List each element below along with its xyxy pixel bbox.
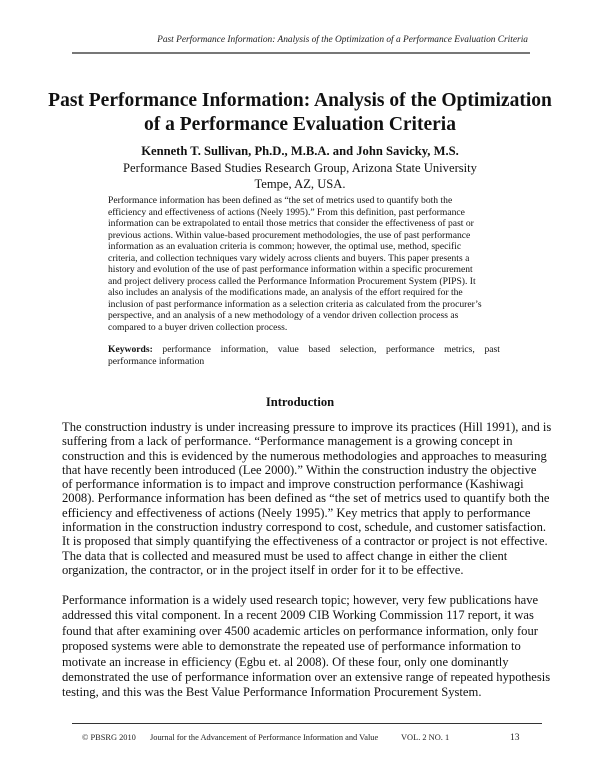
abstract (108, 195, 500, 333)
abstract-line: history and evolution of the use of past performance information within a specific procurement (108, 264, 473, 275)
body-line: 2008). Performance information has been defined as “the set of metrics used to quantify both the (62, 491, 550, 506)
page-title-line-2: of a Performance Evaluation Criteria (144, 114, 456, 135)
paragraph-1 (62, 420, 552, 577)
body-line: The construction industry is under increasing pressure to improve its practices (Hill 1991), and is (62, 420, 552, 434)
body-line: It is proposed that simply quantifying the effectiveness of a contractor or project is not effective. (62, 534, 548, 549)
abstract-line: previous actions. Within value-based procurement methodologies, the use of past performance (108, 229, 471, 241)
body-line: information in the construction industry correspond to cost, schedule, and customer satisfaction. (62, 520, 547, 535)
body-line: efficiency and effectiveness of actions (Neely 1995).” Key metrics that apply to performance (62, 505, 531, 520)
abstract-line: efficiency and effectiveness of actions (Neely 1995).” From this definition, past performance (108, 206, 465, 218)
abstract-line: information can be extrapolated to entail those metrics that consider the effectiveness of past or (108, 218, 474, 229)
page-number: 13 (510, 733, 520, 743)
keyword-word: information, (220, 344, 269, 355)
running-header: Past Performance Information: Analysis of the Optimization of a Performance Evaluation Criteria (157, 35, 528, 45)
keywords (108, 344, 500, 368)
keyword-word: performance (386, 344, 435, 355)
footer-volume: VOL. 2 NO. 1 (401, 733, 450, 742)
body-line: Performance information is a widely used research topic; however, very few publications have (62, 593, 539, 607)
body-line: testing, and this was the Best Value Performance Information Procurement System. (62, 685, 482, 700)
body-line: organization, the contractor, or in the project itself in order for it to be effective. (62, 562, 464, 577)
body-line: found that after examining over 4500 academic articles on performance information, only four (62, 623, 538, 638)
affiliation: Performance Based Studies Research Group, Arizona State University (123, 161, 477, 175)
abstract-line: compared to a buyer driven collection process. (108, 321, 288, 333)
header-rule (72, 52, 530, 54)
paragraph-2 (62, 593, 552, 701)
keyword-word: performance (162, 344, 211, 355)
keyword-word: selection, (339, 344, 377, 355)
footer-journal: Journal for the Advancement of Performance Information and Value (150, 733, 379, 742)
body-line: demonstrated the use of performance information over an extensive range of repeated hypothesis (62, 670, 551, 685)
abstract-line: criteria, and collection techniques vary widely across clients and buyers. This paper presents a (108, 252, 470, 264)
body-line: motivate an increase in efficiency (Egbu et. al 2008). Of these four, only one dominantly (62, 654, 509, 669)
body-line: that have recently been introduced (Lee 2000).” Within the construction industry the objective (62, 462, 537, 477)
abstract-line: information as an evaluation criteria is common; however, the optimal use, method, specific (108, 241, 462, 252)
body-line: The data that is collected and measured must be used to affect change in either the client (62, 548, 508, 563)
section-heading-introduction: Introduction (265, 395, 335, 409)
location: Tempe, AZ, USA. (254, 177, 346, 191)
keyword-word: metrics, (444, 344, 475, 355)
page-title-line-1: Past Performance Information: Analysis of the Optimization (48, 90, 552, 111)
abstract-line: and project delivery process called the Performance Information Procurement System (PIPS). It (108, 275, 476, 287)
body-line: suffering from a lack of performance. “Performance management is a growing concept in (62, 434, 513, 449)
keywords-label: Keywords: (108, 344, 153, 355)
abstract-line: also includes an analysis of the modifications made, an analysis of the effort required for the (108, 287, 463, 298)
abstract-line: perspective, and an analysis of a new methodology of a vendor driven collection process as (108, 310, 459, 321)
body-line: construction and this is evidenced by the numerous methodologies and approaches to measuring (62, 448, 547, 463)
body-line: addressed this vital component. In a recent 2009 CIB Working Commission 117 report, it was (62, 608, 534, 623)
abstract-line: inclusion of past performance information as a selection criteria as calculated from the procurer’s (108, 298, 482, 310)
footer-copyright: © PBSRG 2010 (82, 733, 136, 742)
keyword-word: past (484, 344, 500, 355)
authors: Kenneth T. Sullivan, Ph.D., M.B.A. and John Savicky, M.S. (141, 144, 459, 158)
body-line: of performance information is to impact and improve construction performance (Kashiwagi (62, 477, 524, 492)
abstract-line: Performance information has been defined as “the set of metrics used to quantify both the (108, 195, 453, 206)
keyword-word: based (308, 344, 331, 355)
keywords-line-2: performance information (108, 356, 205, 367)
body-line: proposed systems were able to demonstrate the repeated use of performance information to (62, 639, 521, 654)
footer-rule (72, 723, 542, 724)
keyword-word: value (277, 344, 299, 355)
